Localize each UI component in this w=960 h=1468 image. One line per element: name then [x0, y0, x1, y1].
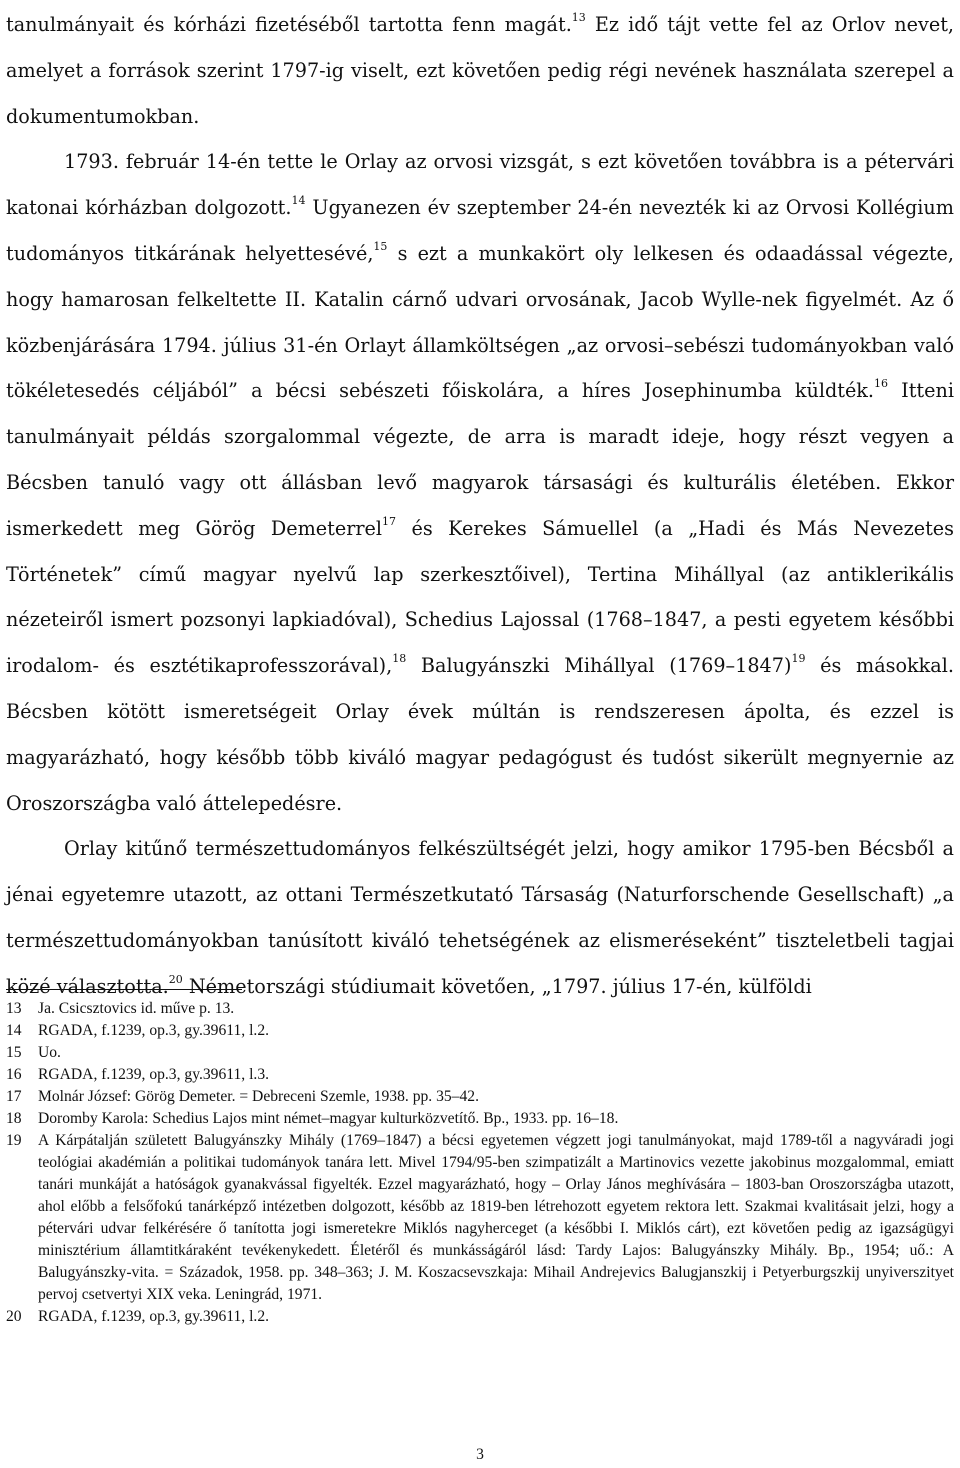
footnote-text: RGADA, f.1239, op.3, gy.39611, l.2.	[38, 1308, 270, 1325]
text-run: Németországi stúdiumait követően, „1797. július 17-én, külföldi	[182, 974, 812, 998]
footnote-ref: 15	[373, 239, 388, 253]
footnote-number: 20	[6, 1308, 22, 1325]
footnote	[6, 1108, 954, 1130]
text-run: Itteni tanulmányait példás szorgalommal végezte, de arra is maradt ideje, hogy részt vegyen a Bécsben tanuló vagy ott állásban levő magyarok társasági és kulturális életében. Ekkor ismerkedett meg Görög Demeterrel	[6, 379, 954, 540]
footnote-text: Ja. Csicsztovics id. műve p. 13.	[38, 1000, 235, 1017]
text-run: és Kerekes Sámuellel (a „Hadi és Más Nevezetes Történetek” című magyar nyelvű lap szerkesztőivel), Tertina Mihállyal (az antiklerikális nézeteiről ismert pozsonyi lapkiadóval), Schedius Lajossal (1768–1847, a pesti egyetem későbbi irodalom- és esztétikaprofesszorával),	[6, 516, 954, 678]
text-run: 1793. február 14-én tette le Orlay az orvosi vizsgát, s ezt követően továbbra is a pétervári katonai kórházban dolgozott.	[6, 150, 954, 220]
footnote-ref: 16	[874, 377, 889, 391]
text-run: Balugyánszki Mihállyal (1769–1847)	[406, 654, 792, 678]
footnote	[6, 998, 954, 1020]
footnote-ref: 18	[392, 652, 407, 666]
paragraph-2	[6, 139, 954, 826]
footnote	[6, 1020, 954, 1042]
footnote-number: 16	[6, 1066, 22, 1083]
footnote	[6, 1086, 954, 1108]
footnote-text: Molnár József: Görög Demeter. = Debreceni Szemle, 1938. pp. 35–42.	[38, 1088, 479, 1105]
footnote	[6, 1306, 954, 1328]
footnote-separator	[6, 989, 242, 990]
footnote-ref: 20	[168, 972, 183, 986]
footnote-ref: 14	[291, 194, 306, 208]
text-run: Ez idő tájt vette fel az Orlov nevet, amelyet a források szerint 1797-ig viselt, ezt követően pedig régi nevének használata szerepel a dokumentumokban.	[6, 13, 955, 128]
text-run: és másokkal. Bécsben kötött ismeretségeit Orlay évek múltán is rendszeresen ápolta, és ezzel is magyarázható, hogy később több kiváló magyar pedagógust és tudóst sikerült megnyernie az Oroszországba való áttelepedésre.	[6, 654, 954, 815]
footnote-text: RGADA, f.1239, op.3, gy.39611, l.2.	[38, 1022, 270, 1039]
footnote-text: A Kárpátalján született Balugyánszky Mihály (1769–1847) a bécsi egyetemen végzett jogi tanulmányokat, majd 1789-től a nagyváradi jogi teológiai akadémián a politikai tudományok tanára lett. Mivel 1794/95-ben szimpatizált a Martinovics vezette jakobinus mozgalommal, emiatt tanári munkáját a hatóságok gyanakvással figyelték. Ezzel magyarázható, hogy – Orlay János meghívására – 1803-ban Oroszországba utazott, ahol előbb a felsőfokú tanárképző intézetben dolgozott, később az 1819-ben létrehozott egyetem rektora lett. Szakmai kvalitásait jelzi, hogy a pétervári udvar felkérésére ő tanította jogi ismeretekre Miklós nagyherceget (a későbbi I. Miklós cárt), ezt követően pedig az igazságügyi minisztérium államtitkáraként tevékenykedett. Életéről és munkásságáról lásd: Tardy Lajos: Balugyánszky Mihály. Bp., 1954; uő.: A Balugyánszky-vita. = Századok, 1958. pp. 348–363; J. M. Koszacsevszkaja: Mihail Andrejevics Balugjanszkij i Petyerburgszkij unyiverszityet pervoj csetvertyi XIX veka. Leningrád, 1971.	[38, 1132, 954, 1303]
text-run: s ezt a munkakört oly lelkesen és odaadással végezte, hogy hamarosan felkeltette II. Katalin cárnő udvari orvosának, Jacob Wylle-nek figyelmét. Az ő közbenjárására 1794. július 31-én Orlayt államköltségen „az orvosi–sebészi tudományokban való tökéletesedés céljából” a bécsi sebészeti főiskolára, a híres Josephinumba küldték.	[6, 241, 954, 403]
text-run: Ugyanezen év szeptember 24-én nevezték ki az Orvosi Kollégium tudományos titkárának helyettesévé,	[6, 196, 954, 265]
footnote	[6, 1130, 954, 1306]
footnote-ref: 17	[382, 514, 397, 528]
page-number: 3	[476, 1446, 484, 1463]
footnote-text: Doromby Karola: Schedius Lajos mint német–magyar kulturközvetítő. Bp., 1933. pp. 16–18.	[38, 1110, 619, 1127]
footnote-ref: 13	[571, 11, 586, 24]
footnote-number: 18	[6, 1110, 22, 1127]
footnotes	[6, 998, 954, 1328]
paragraph-3	[6, 826, 954, 1009]
main-text	[6, 2, 954, 1010]
text-run: Orlay kitűnő természettudományos felkészültségét jelzi, hogy amikor 1795-ben Bécsből a jénai egyetemre utazott, az ottani Természetkutató Társaság (Naturforschende Gesellschaft) „a természettudományokban tanúsított kiváló tehetségének az elismeréseként” tiszteletbeli tagjai közé választotta.	[6, 837, 954, 998]
text-run: tanulmányait és kórházi fizetéséből tartotta fenn magát.	[6, 13, 572, 36]
footnote-number: 19	[6, 1132, 22, 1149]
footnote-number: 17	[6, 1088, 22, 1105]
footnote	[6, 1042, 954, 1064]
footnote-text: Uo.	[38, 1044, 61, 1061]
footnote-ref: 19	[791, 652, 806, 666]
footnote-number: 13	[6, 1000, 22, 1017]
footnote-number: 14	[6, 1022, 22, 1039]
footnote-number: 15	[6, 1044, 22, 1061]
footnote	[6, 1064, 954, 1086]
footnote-text: RGADA, f.1239, op.3, gy.39611, l.3.	[38, 1066, 270, 1083]
paragraph-1	[6, 2, 954, 139]
